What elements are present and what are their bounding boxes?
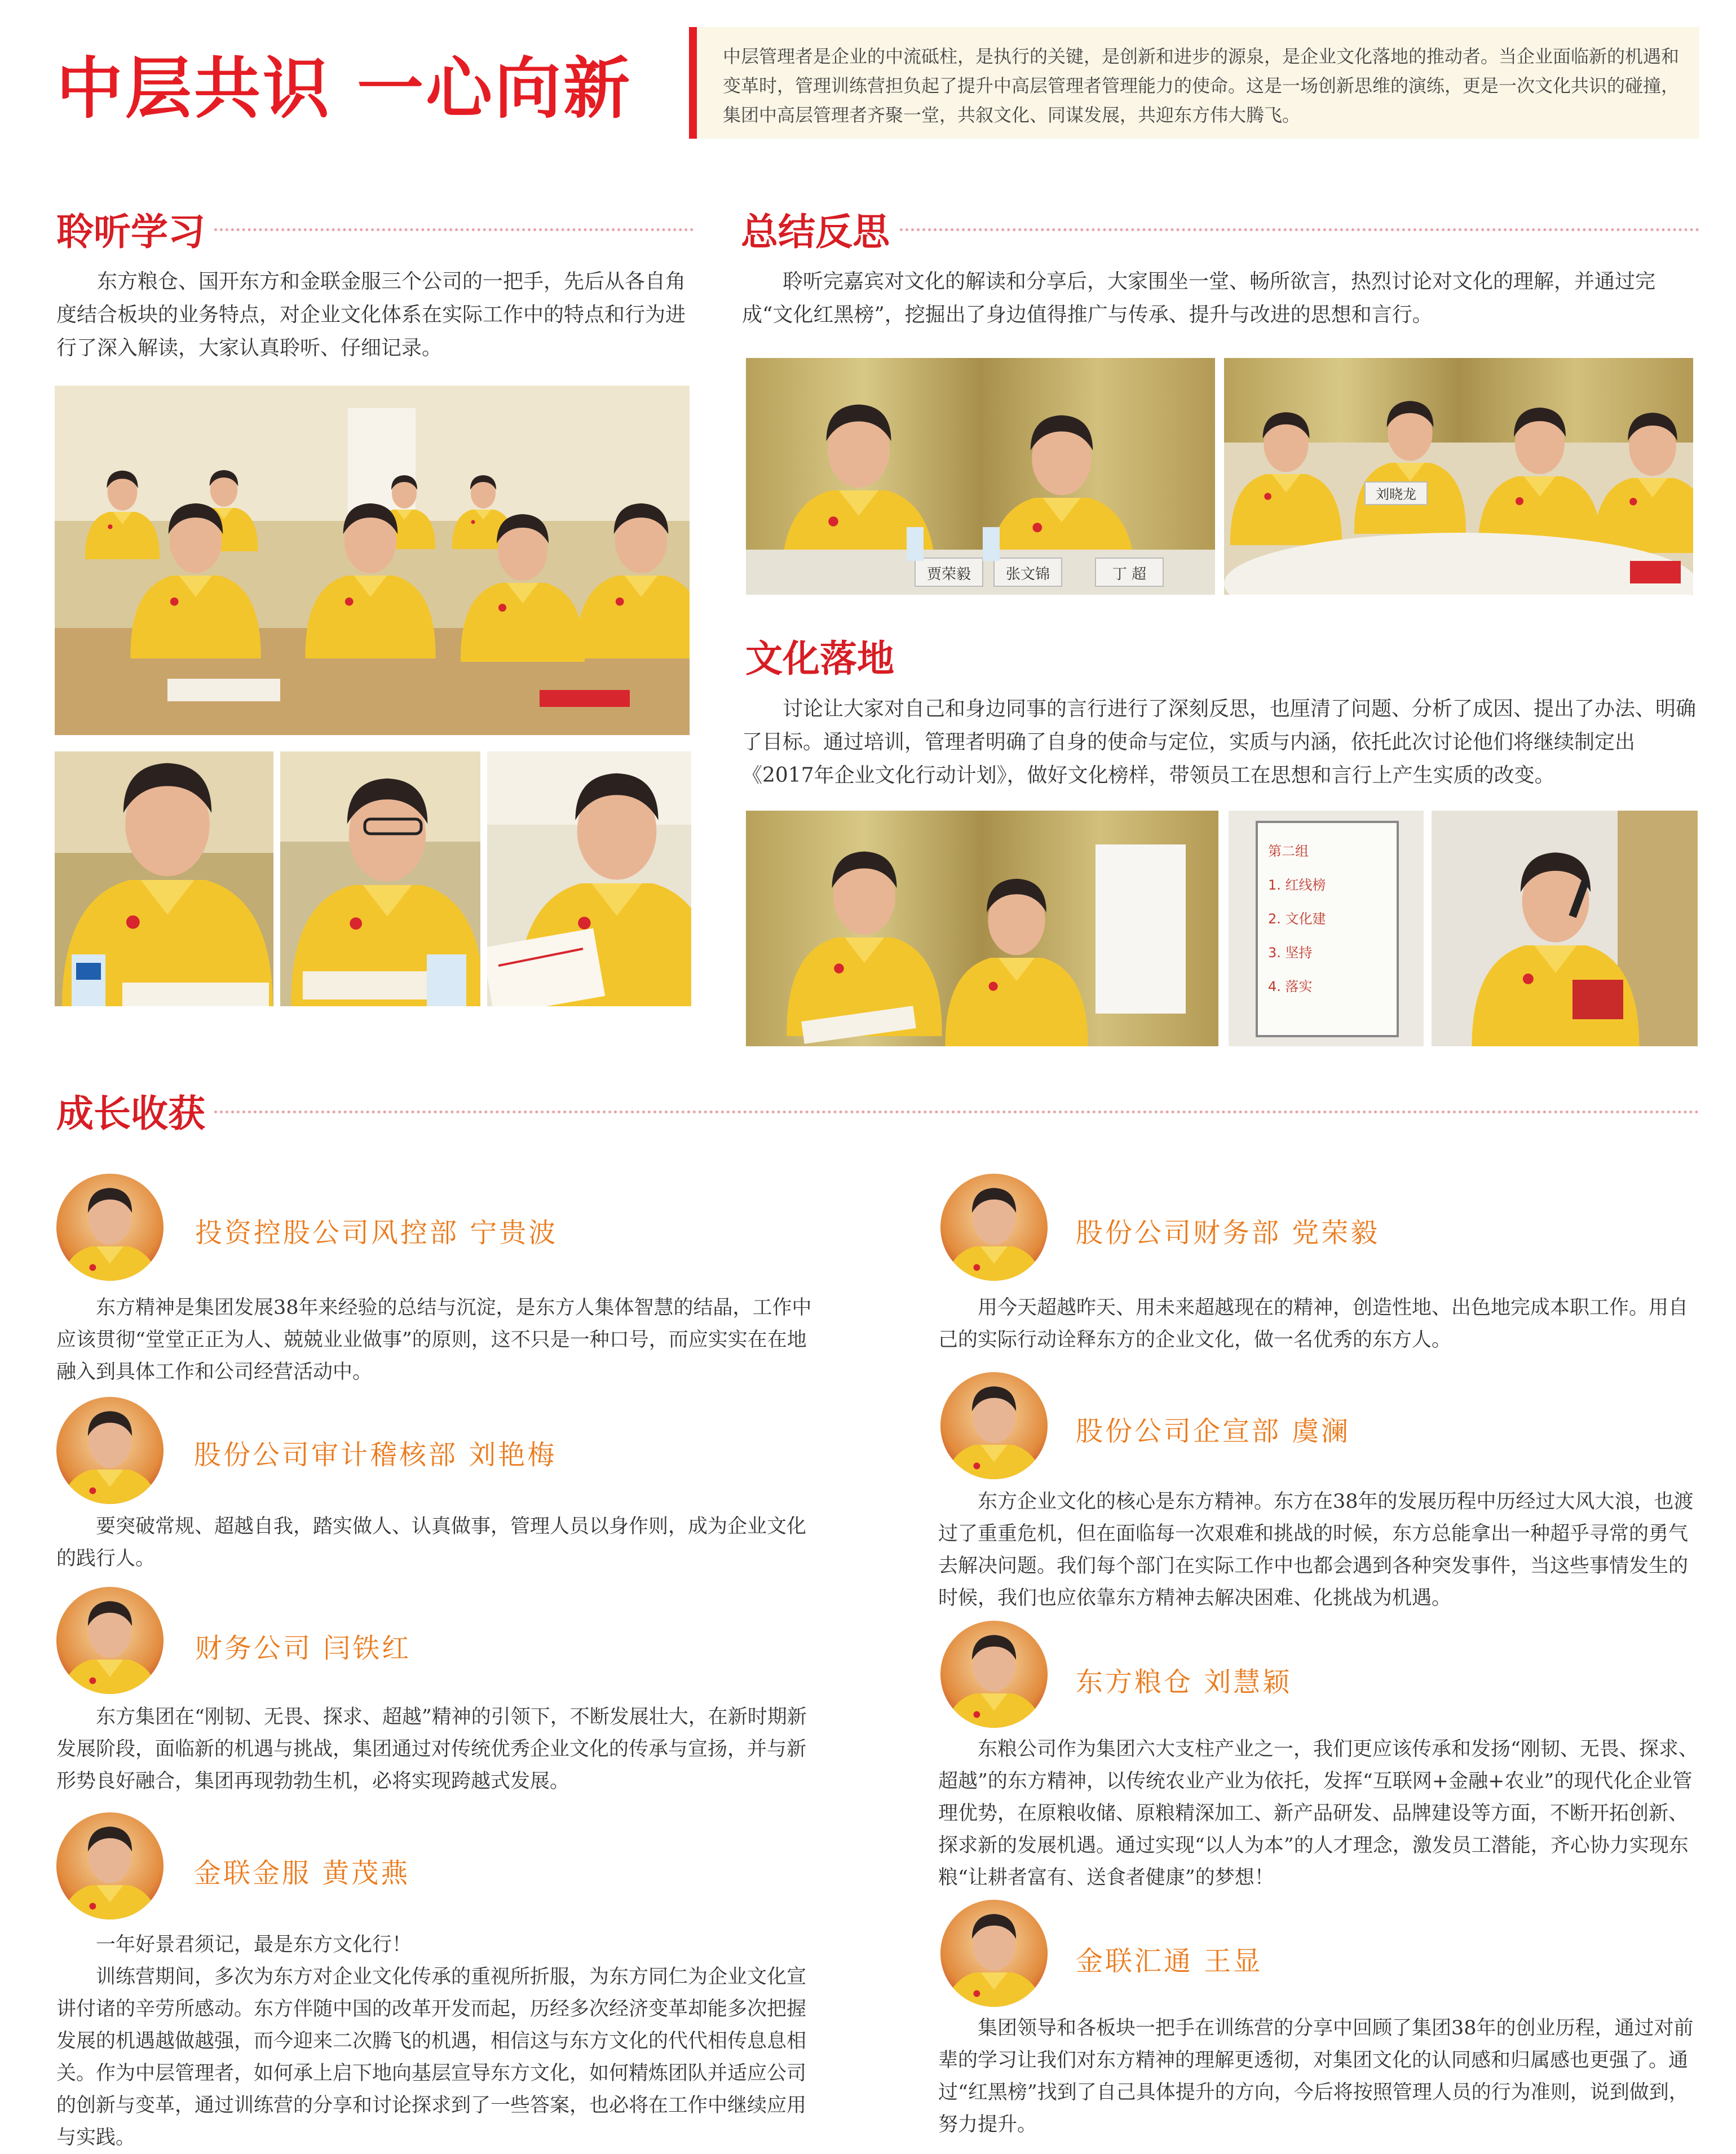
section-text-reflect bbox=[742, 265, 1699, 331]
reflect-paragraph: 聆听完嘉宾对文化的解读和分享后，大家围坐一堂、畅所欲言，热烈讨论对文化的理解，并通过完成“文化红黑榜”，挖掘出了身边值得推广与传承、提升与改进的思想和言行。 bbox=[742, 270, 1656, 326]
section-divider bbox=[900, 228, 1699, 231]
intro-box: 中层管理者是企业的中流砥柱，是执行的关键，是创新和进步的源泉，是企业文化落地的推动者。当企业面临新的机遇和变革时，管理训练营担负起了提升中高层管理者管理能力的使命。这是一场创新思维的演练，更是一次文化共识的碰撞，集团中高层管理者齐聚一堂，共叙文化、同谋发展，共迎东方伟大腾飞。 bbox=[689, 27, 1699, 139]
testimonial-paragraph: 一年好景君须记，最是东方文化行！ bbox=[96, 1934, 412, 1956]
avatar bbox=[56, 1174, 164, 1281]
testimonial-name: 股份公司审计稽核部 刘艳梅 bbox=[194, 1439, 557, 1471]
testimonial-paragraph: 东方企业文化的核心是东方精神。东方在38年的发展历程中历经过大风大浪，也渡过了重重危机，但在面临每一次艰难和挑战的时候，东方总能拿出一种超乎寻常的勇气去解决问题。我们每个部门在实际工作中也都会遇到各种突发事件，当这些事情发生的时候，我们也应依靠东方精神去解决困难、化挑战为机遇。 bbox=[938, 1490, 1694, 1609]
testimonial-text bbox=[56, 1511, 823, 1575]
section-heading-growth: 成长收获 bbox=[56, 1091, 205, 1135]
section-text-landing bbox=[742, 692, 1699, 792]
avatar bbox=[56, 1397, 164, 1504]
photo-woman-writing bbox=[487, 751, 691, 1006]
testimonial-text bbox=[938, 1733, 1705, 1894]
testimonial-name: 股份公司财务部 党荣毅 bbox=[1076, 1217, 1380, 1249]
photo-group-table bbox=[1224, 358, 1693, 595]
photo-woman-microphone bbox=[1432, 811, 1698, 1046]
flipchart-line: 1. 红线榜 bbox=[1268, 877, 1326, 893]
testimonial-paragraph: 集团领导和各板块一把手在训练营的分享中回顾了集团38年的创业历程，通过对前辈的学习让我们对东方精神的理解更透彻，对集团文化的认同感和归属感也更强了。通过“红黑榜”找到了自己具体提升的方向，今后将按照管理人员的行为准则，说到做到，努力提升。 bbox=[938, 2017, 1694, 2136]
photo-panel-discussion bbox=[746, 358, 1215, 595]
avatar bbox=[940, 1621, 1048, 1728]
testimonial-name: 金联汇通 王显 bbox=[1076, 1945, 1263, 1977]
page-title: 中层共识 一心向新 bbox=[56, 50, 633, 127]
flipchart-line: 第二组 bbox=[1268, 843, 1309, 859]
testimonial-name: 财务公司 闫铁红 bbox=[195, 1633, 412, 1664]
section-divider bbox=[214, 228, 693, 231]
testimonial-name: 东方粮仓 刘慧颖 bbox=[1076, 1666, 1292, 1698]
name-card-text: 丁 超 bbox=[1112, 566, 1147, 583]
flipchart-line: 2. 文化建 bbox=[1268, 911, 1326, 927]
section-heading-landing: 文化落地 bbox=[745, 636, 894, 680]
section-divider bbox=[214, 1111, 1699, 1113]
photo-women-writing bbox=[746, 811, 1218, 1046]
flipchart-line: 4. 落实 bbox=[1268, 979, 1313, 994]
testimonial-name: 金联金服 黄茂燕 bbox=[194, 1857, 410, 1889]
flipchart-line: 3. 坚持 bbox=[1268, 945, 1313, 961]
testimonial-paragraph: 要突破常规、超越自我，踏实做人、认真做事，管理人员以身作则，成为企业文化的践行人。 bbox=[56, 1515, 807, 1570]
section-text-listen bbox=[56, 265, 693, 365]
testimonial-paragraph: 训练营期间，多次为东方对企业文化传承的重视所折服，为东方同仁为企业文化宣讲付诸的辛劳所感动。东方伴随中国的改革开发而起，历经多次经济变革却能多次把握发展的机遇越做越强，而今迎来二次腾飞的机遇，相信这与东方文化的代代相传息息相关。作为中层管理者，如何承上启下地向基层宣导东方文化，如何精炼团队并适应公司的创新与变革，通过训练营的分享和讨论探求到了一些答案，也必将在工作中继续应用与实践。 bbox=[56, 1966, 807, 2149]
landing-paragraph: 讨论让大家对自己和身边同事的言行进行了深刻反思，也厘清了问题、分析了成因、提出了办法、明确了目标。通过培训，管理者明确了自身的使命与定位，实质与内涵，依托此次讨论他们将继续制定出《2017年企业文化行动计划》，做好文化榜样，带领员工在思想和言行上产生实质的改变。 bbox=[742, 697, 1697, 787]
name-card-text: 贾荣毅 bbox=[926, 566, 971, 583]
avatar bbox=[940, 1372, 1048, 1479]
listen-paragraph: 东方粮仓、国开东方和金联金服三个公司的一把手，先后从各自角度结合板块的业务特点，对企业文化体系在实际工作中的特点和行为进行了深入解读，大家认真聆听、仔细记录。 bbox=[56, 270, 686, 360]
avatar bbox=[940, 1174, 1048, 1281]
testimonial-paragraph: 东方集团在“刚韧、无畏、探求、超越”精神的引领下，不断发展壮大，在新时期新发展阶段，面临新的机遇与挑战，集团通过对传统优秀企业文化的传承与宣扬，并与新形势良好融合，集团再现勃勃生机，必将实现跨越式发展。 bbox=[56, 1706, 807, 1793]
testimonial-paragraph: 东方精神是集团发展38年来经验的总结与沉淀，是东方人集体智慧的结晶，工作中应该贯彻“堂堂正正为人、兢兢业业做事”的原则，这不只是一种口号，而应实实在在地融入到具体工作和公司经营活动中。 bbox=[56, 1297, 812, 1383]
testimonial-text bbox=[56, 1929, 823, 2154]
testimonial-paragraph: 东粮公司作为集团六大支柱产业之一，我们更应该传承和发扬“刚韧、无畏、探求、超越”的东方精神，以传统农业产业为依托，发挥“互联网+金融+农业”的现代化企业管理优势，在原粮收储、原粮精深加工、新产品研发、品牌建设等方面，不断开拓创新、探求新的发展机遇。通过实现“以人为本”的人才理念，激发员工潜能，齐心协力实现东粮“让耕者富有、送食者健康”的梦想！ bbox=[938, 1738, 1698, 1889]
testimonial-text bbox=[938, 1486, 1705, 1615]
testimonial-text bbox=[938, 2013, 1705, 2141]
photo-flipchart bbox=[1229, 811, 1424, 1046]
photo-woman-glasses bbox=[280, 751, 480, 1006]
section-heading-reflect: 总结反思 bbox=[741, 210, 890, 254]
testimonial-text bbox=[56, 1292, 823, 1388]
name-card-text: 张文锦 bbox=[1005, 566, 1050, 583]
testimonial-paragraph: 用今天超越昨天、用未来超越现在的精神，创造性地、出色地完成本职工作。用自己的实际行动诠释东方的企业文化，做一名优秀的东方人。 bbox=[938, 1297, 1689, 1351]
name-card-text: 刘晓龙 bbox=[1376, 486, 1416, 502]
testimonial-name: 投资控股公司风控部 宁贵波 bbox=[195, 1217, 558, 1249]
section-heading-listen: 聆听学习 bbox=[56, 210, 205, 254]
testimonial-text bbox=[938, 1292, 1705, 1356]
testimonial-text bbox=[56, 1701, 823, 1798]
avatar bbox=[56, 1587, 164, 1694]
avatar bbox=[56, 1812, 164, 1919]
testimonial-name: 股份公司企宣部 虞澜 bbox=[1076, 1416, 1351, 1447]
photo-man-writing bbox=[55, 751, 273, 1006]
avatar bbox=[940, 1900, 1048, 2007]
photo-seminar-audience bbox=[55, 386, 690, 735]
